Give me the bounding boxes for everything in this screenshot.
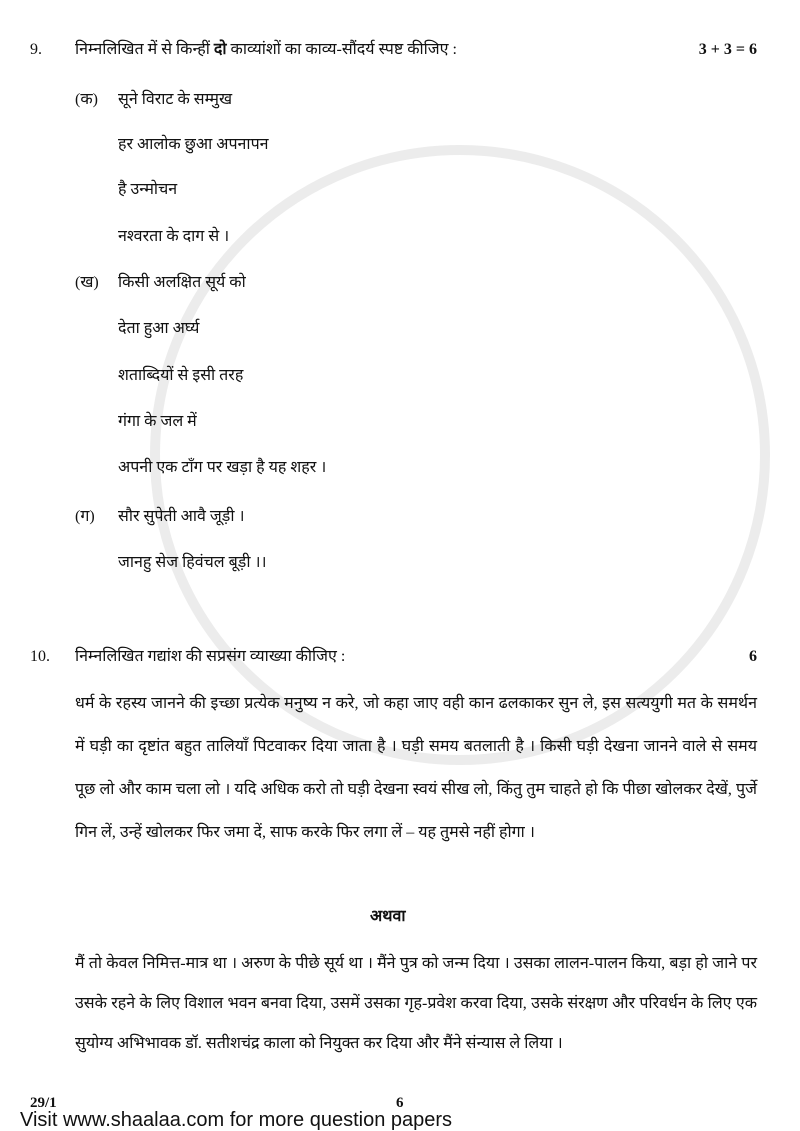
prompt-text: निम्नलिखित में से किन्हीं xyxy=(75,41,210,58)
question-number: 9. xyxy=(30,41,42,58)
option-label: (ख) xyxy=(75,274,99,291)
option-label: (क) xyxy=(75,91,98,108)
or-separator: अथवा xyxy=(370,908,406,925)
verse-line: किसी अलक्षित सूर्य को xyxy=(118,274,246,291)
question-number: 10. xyxy=(30,648,50,665)
verse-line: सौर सुपेती आवै जूड़ी । xyxy=(118,508,245,525)
question-marks: 3 + 3 = 6 xyxy=(698,41,757,58)
prompt-text: काव्यांशों का काव्य-सौंदर्य स्पष्ट कीजिए : xyxy=(230,41,457,58)
footer-website-link[interactable]: Visit www.shaalaa.com for more question papers xyxy=(20,1109,453,1131)
verse-line: जानहु सेज हिवंचल बूड़ी ।। xyxy=(118,554,267,571)
question-prompt xyxy=(75,40,457,60)
verse-line: गंगा के जल में xyxy=(118,413,197,430)
verse-line: देता हुआ अर्घ्य xyxy=(118,320,200,337)
verse-line: सूने विराट के सम्मुख xyxy=(118,91,233,108)
verse-line: अपनी एक टाँग पर खड़ा है यह शहर । xyxy=(118,459,327,476)
question-prompt: निम्नलिखित गद्यांश की सप्रसंग व्याख्या कीजिए : xyxy=(75,648,346,665)
verse-line: है उन्मोचन xyxy=(118,181,178,198)
verse-line: नश्वरता के दाग से । xyxy=(118,228,230,245)
page-number: 6 xyxy=(396,1095,404,1111)
question-marks: 6 xyxy=(749,648,757,665)
verse-line: शताब्दियों से इसी तरह xyxy=(118,367,244,384)
verse-line: हर आलोक छुआ अपनापन xyxy=(118,136,269,153)
alternate-prose-passage: मैं तो केवल निमित्त-मात्र था । अरुण के पीछे सूर्य था । मैंने पुत्र को जन्म दिया । उसका लालन-पालन किया, बड़ा हो जाने पर उसके रहने के लिए विशाल भवन बनवा दिया, उसमें उसका गृह-प्रवेश करवा दिया, उसके संरक्षण और परिवर्धन के लिए एक सुयोग्य अभिभावक डॉ. सतीशचंद्र काला को नियुक्त कर दिया और मैंने संन्यास ले लिया । xyxy=(75,955,757,1052)
prose-passage: धर्म के रहस्य जानने की इच्छा प्रत्येक मनुष्य न करे, जो कहा जाए वही कान ढलकाकर सुन ले, इस सत्ययुगी मत के समर्थन में घड़ी का दृष्टांत बहुत तालियाँ पिटवाकर दिया जाता है । घड़ी समय बतलाती है । किसी घड़ी देखना जानने वाले से समय पूछ लो और काम चला लो । यदि अधिक करो तो घड़ी देखना स्वयं सीख लो, किंतु तुम चाहते हो कि पीछा खोलकर देखें, पुर्जे गिन लें, उन्हें खोलकर फिर जमा दें, साफ करके फिर लगा लें – यह तुमसे नहीं होगा । xyxy=(75,695,757,841)
paper-code: 29/1 xyxy=(30,1095,57,1111)
prompt-emphasis: दो xyxy=(213,41,227,58)
watermark-circle xyxy=(150,145,770,765)
option-label: (ग) xyxy=(75,508,95,525)
